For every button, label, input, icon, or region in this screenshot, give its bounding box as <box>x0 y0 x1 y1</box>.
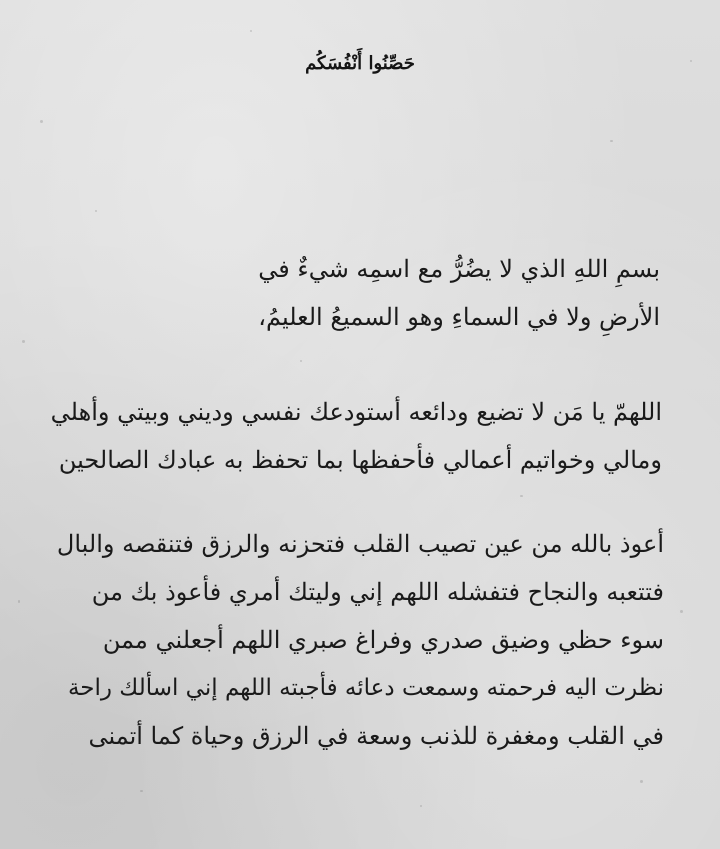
dua-paragraph-3 <box>44 520 664 760</box>
text-line: اللهمّ يا مَن لا تضيع ودائعه أستودعك نفسي وديني وبيتي وأهلي <box>50 398 662 426</box>
text-line: الأرضِ ولا في السماءِ وهو السميعُ العليمُ، <box>258 303 660 331</box>
paper-speck <box>18 600 20 603</box>
paper-speck <box>520 495 523 497</box>
paper-speck <box>250 30 252 32</box>
text-line: نظرت اليه فرحمته وسمعت دعائه فأجبته اللهم إني اسألك راحة <box>67 675 664 701</box>
text-line: فتتعبه والنجاح فتفشله اللهم إني وليتك أمري فأعوذ بك من <box>91 578 664 606</box>
dua-paragraph-1 <box>60 245 660 341</box>
paper-speck <box>95 210 97 212</box>
paper-speck <box>22 340 25 343</box>
paper-speck <box>610 140 613 142</box>
paper-speck <box>420 805 422 807</box>
paper-speck <box>40 120 43 123</box>
dua-paragraph-2 <box>42 388 662 484</box>
text-line: بسمِ اللهِ الذي لا يضُرُّ مع اسمِه شيءٌ في <box>258 255 660 283</box>
text-line: سوء حظي وضيق صدري وفراغ صبري اللهم أجعلني ممن <box>102 626 664 654</box>
text-line: في القلب ومغفرة للذنب وسعة في الرزق وحياة كما أتمنى <box>88 722 664 750</box>
paper-speck <box>680 610 683 613</box>
paper-speck <box>300 360 302 362</box>
paper-speck <box>140 790 143 792</box>
text-line: أعوذ بالله من عين تصيب القلب فتحزنه والرزق فتنقصه والبال <box>56 530 664 558</box>
paper-speck <box>640 780 643 783</box>
text-line: ومالي وخواتيم أعمالي فأحفظها بما تحفظ به عبادك الصالحين <box>58 446 662 474</box>
page-title: حَصِّنُوا أَنْفُسَكُم <box>305 53 415 74</box>
